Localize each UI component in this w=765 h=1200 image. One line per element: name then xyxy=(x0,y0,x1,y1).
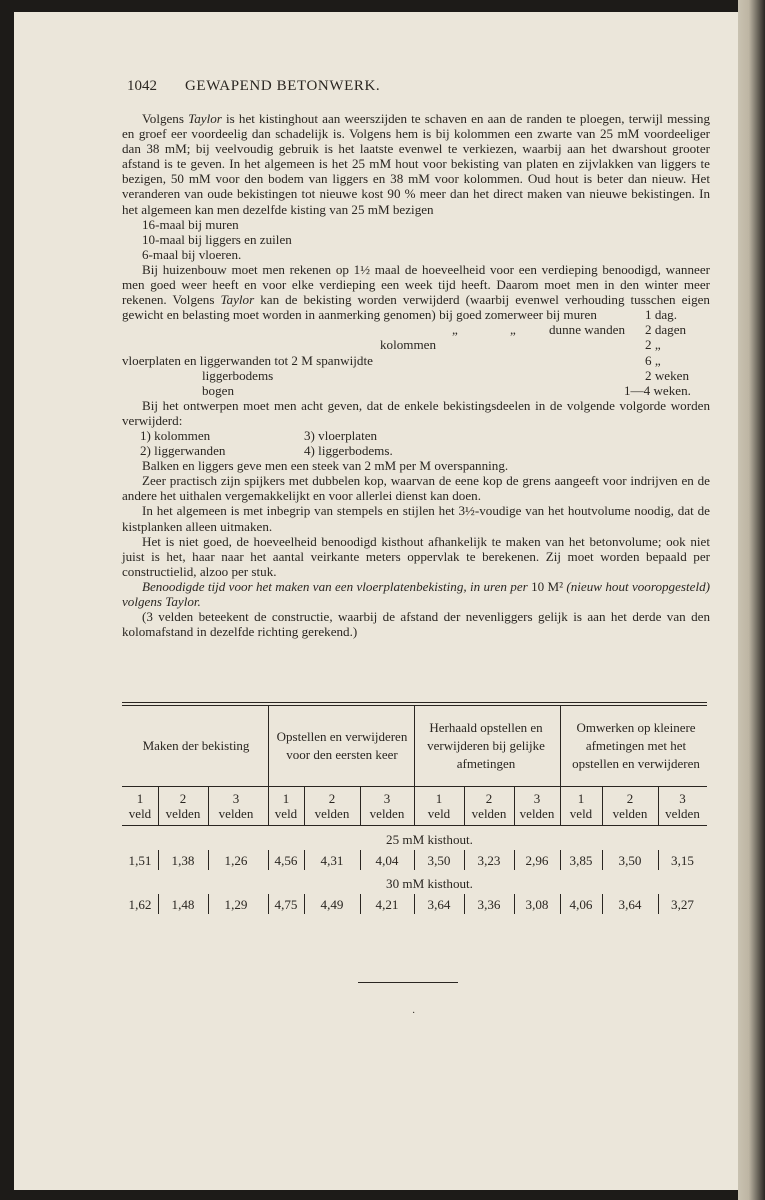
table-cell: 3,64 xyxy=(427,897,451,912)
table-cell: 3,85 xyxy=(569,853,593,868)
column-separator xyxy=(414,787,415,825)
table-cell: 4,75 xyxy=(274,897,298,912)
column-separator xyxy=(514,787,515,825)
sub-header-cell: 1 veld xyxy=(128,791,152,821)
cell-separator xyxy=(208,894,209,914)
table-cell: 1,48 xyxy=(171,897,195,912)
table-cell: 3,50 xyxy=(427,853,451,868)
column-group-header: Omwerken op kleinere afmetingen met het opstellen en verwijderen xyxy=(572,720,700,771)
table-cell: 3,36 xyxy=(477,897,501,912)
paragraph-nails: Zeer practisch zijn spijkers met dubbelen kop, waarvan de eene kop de grens aangeeft voor indrijven en de andere het uithalen vergemakkelijkt en voor allerlei dienst kan doen. xyxy=(122,473,710,504)
cell-separator xyxy=(414,850,415,870)
sub-header-cell: 2 velden xyxy=(165,791,201,821)
paragraph-volume: In het algemeen is met inbegrip van stempels en stijlen het 3½-voudige van het houtvolume noodig, dat de kistplanken alleen uitmaken. xyxy=(122,503,710,534)
author-name: Taylor xyxy=(188,111,222,126)
table-cell: 3,08 xyxy=(525,897,549,912)
paragraph-camber: Balken en liggers geve men een steek van 2 mM per M overspanning. xyxy=(142,458,509,474)
cell-separator xyxy=(268,894,269,914)
table-cell: 4,31 xyxy=(320,853,344,868)
cell-separator xyxy=(560,894,561,914)
list-item: 16-maal bij muren xyxy=(142,216,239,232)
table-cell: 2,96 xyxy=(525,853,549,868)
cell-separator xyxy=(158,894,159,914)
column-separator xyxy=(602,787,603,825)
sub-header-cell: 1 veld xyxy=(569,791,593,821)
table-cell: 3,23 xyxy=(477,853,501,868)
cell-separator xyxy=(304,894,305,914)
removal-schedule xyxy=(122,307,710,398)
list-item: 4) liggerbodems. xyxy=(304,443,393,459)
sub-header-cell: 3 velden xyxy=(369,791,405,821)
table-cell: 4,06 xyxy=(569,897,593,912)
table-cell: 1,51 xyxy=(128,853,152,868)
column-separator xyxy=(464,787,465,825)
paragraph-house-building: Bij huizenbouw moet men rekenen op 1½ maal de hoeveelheid voor een verdieping benoodigd, wanneer men goed weer heeft en voor elke verdieping een week tijd heeft. Daarom moet men in den winter meer rekenen. Volgens Taylor kan de bekisting worden verwijderd (waarbij evenwel verhouding tusschen eigen gewicht en belasting moet worden in aanmerking genomen) bij goed zomerweer bij muren xyxy=(122,261,710,323)
table-cell: 4,56 xyxy=(274,853,298,868)
table-sub-header xyxy=(122,787,707,826)
sub-header-cell: 1 veld xyxy=(274,791,298,821)
table-cell: 3,27 xyxy=(671,897,694,912)
table-cell: 4,04 xyxy=(375,853,399,868)
cell-separator xyxy=(158,850,159,870)
cell-separator xyxy=(464,850,465,870)
table-group-header xyxy=(122,706,707,787)
page-number: 1042 xyxy=(127,78,157,94)
paragraph-taylor-wood: Volgens Taylor is het kistinghout aan weerszijden te schaven en aan de randen te ploegen, terwijl messing en groef eer voordeelig dan schadelijk is. Volgens hem is bij kolommen een zwarte van 25 mM voordeeliger dan 38 mM; bij veelvoudig gebruik is het laatste evenwel te verkiezen, waarbij aan het dwarshout grooter afstand is te geven. In het algemeen is het 25 mM hout voor bekisting van platen en zijvlakken van liggers te bezigen, 50 mM voor den bodem van liggers en 38 mM voor kolommen. Oud hout is beter dan nieuw. Het veranderen van oude bekistingen tot nieuwe kost 90 % meer dan het direct maken van nieuwe bekistingen. In het algemeen kan men dezelfde kisting van 25 mM bezigen xyxy=(122,111,710,217)
running-title: GEWAPEND BETONWERK. xyxy=(185,78,381,94)
table-cell: 1,38 xyxy=(171,853,195,868)
list-item: 1) kolommen xyxy=(140,427,211,443)
use-count-list xyxy=(122,217,710,262)
table-cell: 3,50 xyxy=(618,853,642,868)
cell-separator xyxy=(360,894,361,914)
section-label: 30 mM kisthout. xyxy=(386,876,473,891)
table-cell: 4,49 xyxy=(320,897,344,912)
column-separator xyxy=(208,787,209,825)
cell-separator xyxy=(658,894,659,914)
column-separator xyxy=(560,787,561,825)
removal-order-list xyxy=(122,428,710,458)
schedule-line: bogen 1—4 weken. xyxy=(202,382,691,398)
column-separator xyxy=(658,787,659,825)
cell-separator xyxy=(414,894,415,914)
cell-separator xyxy=(304,850,305,870)
column-group-header: Maken der bekisting xyxy=(142,738,250,753)
schedule-line: „ „ dunne wanden 2 dagen xyxy=(452,322,687,338)
list-item: 2) liggerwanden xyxy=(140,443,226,459)
sub-header-cell: 2 velden xyxy=(471,791,507,821)
cell-separator xyxy=(602,894,603,914)
time-table xyxy=(122,702,707,920)
column-separator xyxy=(158,787,159,825)
table-cell: 3,64 xyxy=(618,897,642,912)
table-row xyxy=(122,892,707,920)
table-cell: 3,15 xyxy=(671,853,694,868)
cell-separator xyxy=(268,850,269,870)
author-name: Taylor. xyxy=(165,594,201,609)
sub-header-cell: 3 velden xyxy=(519,791,555,821)
page-mark: · xyxy=(412,1008,416,1019)
column-separator xyxy=(360,787,361,825)
schedule-line: vloerplaten en liggerwanden tot 2 M spanwijdte 6 „ xyxy=(122,352,661,368)
paragraph-fields-note: (3 velden beteekent de constructie, waarbij de afstand der nevenliggers gelijk is aan het derde van den kolomafstand in dezelfde richting gerekend.) xyxy=(122,609,710,640)
sub-header-cell: 3 velden xyxy=(665,791,700,821)
paragraph-order: Bij het ontwerpen moet men acht geven, dat de enkele bekistingsdeelen in de volgende volgorde worden verwijderd: xyxy=(122,397,710,428)
table-row xyxy=(122,848,707,876)
end-rule xyxy=(358,982,458,983)
paragraph-estimate: Het is niet goed, de hoeveelheid benoodigd kisthout afhankelijk te maken van het betonvolume; ook niet juist is het, haar naar het aantal veirkante meters oppervlak te berekenen. Zij moet worden bepaald per constructielid, alzoo per stuk. xyxy=(122,533,710,579)
table-cell: 1,26 xyxy=(224,853,248,868)
column-group-header: Opstellen en verwijderen voor den eersten keer xyxy=(276,729,408,762)
sub-header-cell: 2 velden xyxy=(314,791,350,821)
section-label: 25 mM kisthout. xyxy=(386,832,473,847)
cell-separator xyxy=(514,894,515,914)
list-item: 6-maal bij vloeren. xyxy=(142,246,242,262)
table-cell: 1,62 xyxy=(128,897,152,912)
cell-separator xyxy=(560,850,561,870)
table-cell: 1,29 xyxy=(224,897,248,912)
schedule-line: liggerbodems 2 weken xyxy=(202,367,689,383)
table-cell: 4,21 xyxy=(375,897,399,912)
column-separator xyxy=(268,787,269,825)
schedule-line: kolommen 2 „ xyxy=(380,337,661,353)
list-item: 3) vloerplaten xyxy=(304,427,378,443)
cell-separator xyxy=(514,850,515,870)
sub-header-cell: 1 veld xyxy=(427,791,451,821)
list-item: 10-maal bij liggers en zuilen xyxy=(142,231,292,247)
column-group-header: Herhaald opstellen en verwijderen bij gelijke afmetingen xyxy=(427,720,545,771)
cell-separator xyxy=(464,894,465,914)
sub-header-cell: 2 velden xyxy=(612,791,648,821)
cell-separator xyxy=(602,850,603,870)
sub-header-cell: 3 velden xyxy=(218,791,254,821)
table-caption: Benoodigde tijd voor het maken van een vloerplatenbekisting, in uren per 10 M² (nieuw hout vooropgesteld) volgens Taylor. xyxy=(122,578,710,609)
running-header xyxy=(127,78,707,100)
cell-separator xyxy=(360,850,361,870)
body-text xyxy=(122,111,710,639)
column-separator xyxy=(304,787,305,825)
schedule-line: 1 dag. xyxy=(645,307,677,323)
cell-separator xyxy=(208,850,209,870)
book-spine xyxy=(738,0,765,1200)
author-name: Taylor xyxy=(220,292,255,308)
cell-separator xyxy=(658,850,659,870)
